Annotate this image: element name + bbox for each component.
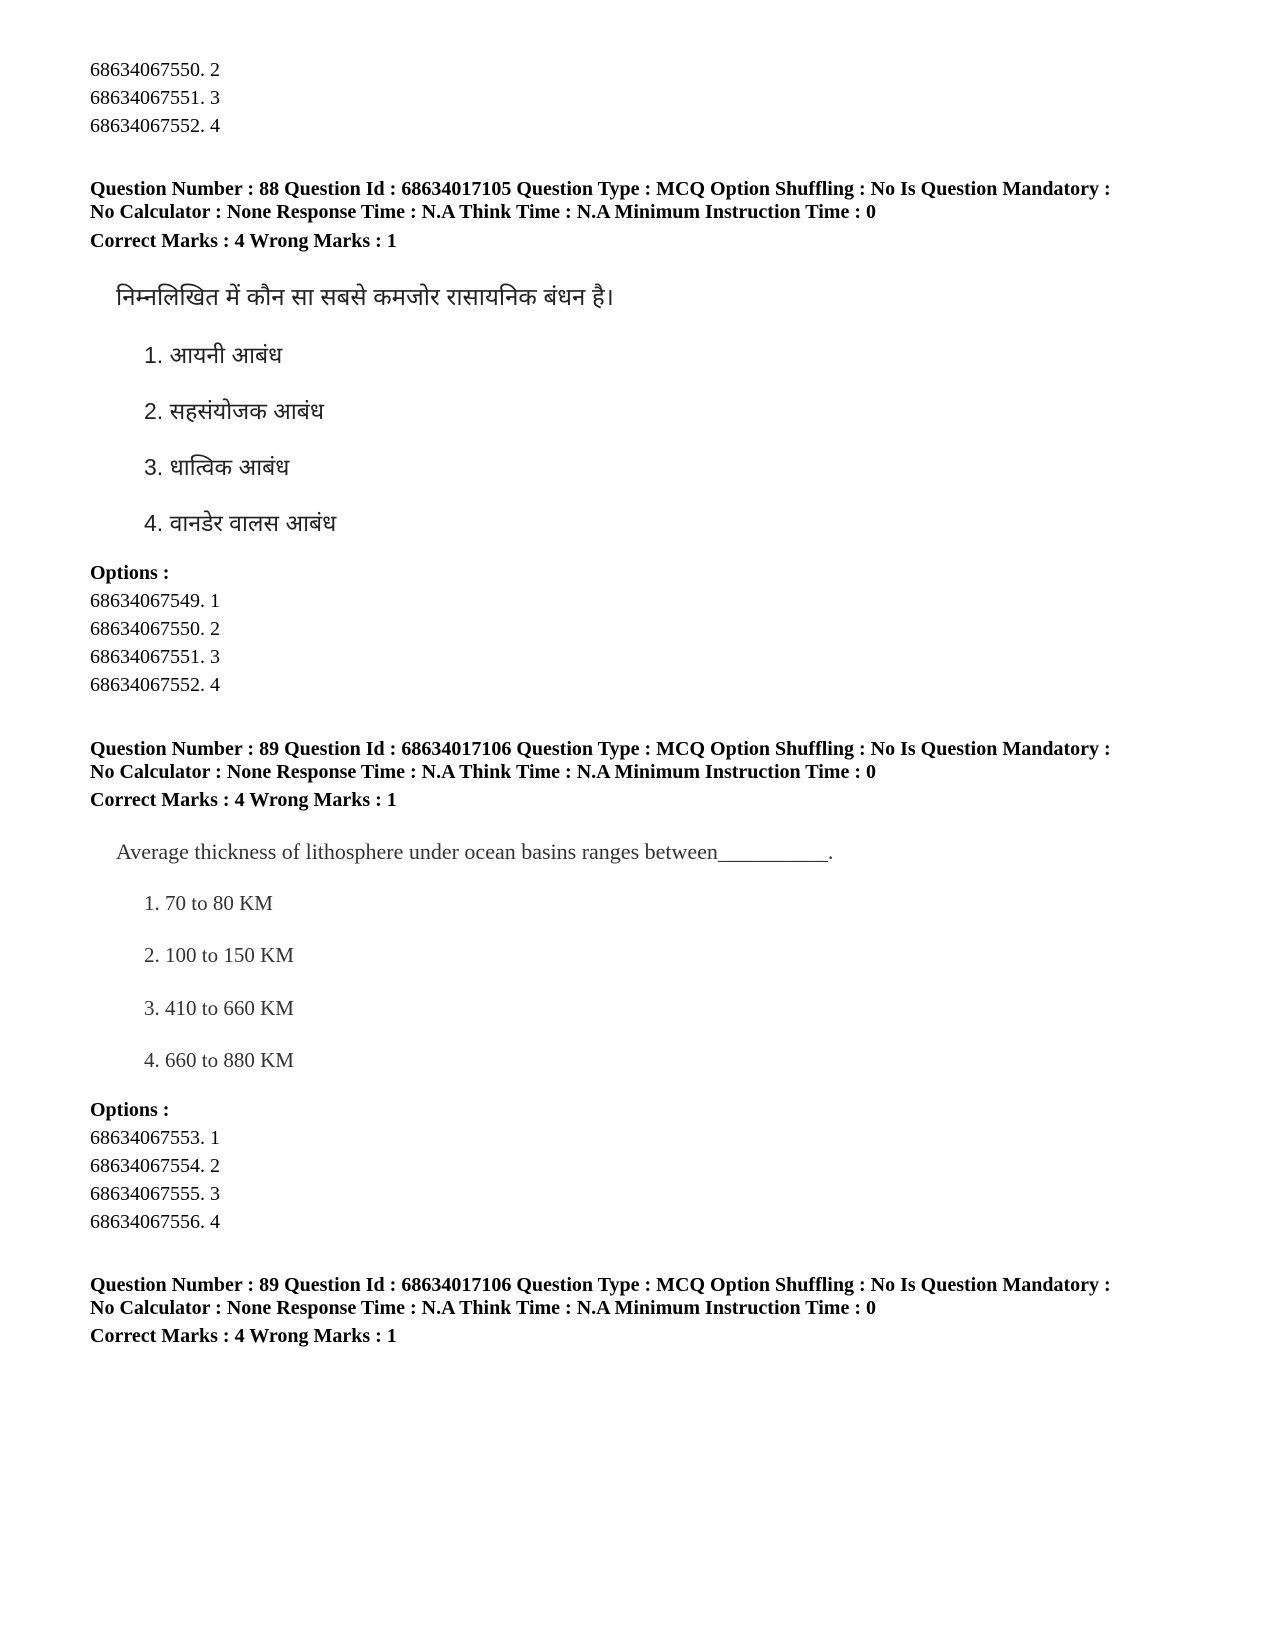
question-text: Average thickness of lithosphere under ocean basins ranges between__________. <box>116 839 834 864</box>
question-header-line2: No Calculator : None Response Time : N.A Think Time : N.A Minimum Instruction Time : 0 <box>90 1297 876 1319</box>
choice-item: 3. 410 to 660 KM <box>144 996 294 1020</box>
option-id-line: 68634067551. 3 <box>90 646 220 668</box>
option-id-line: 68634067555. 3 <box>90 1183 220 1205</box>
question-header-line1: Question Number : 89 Question Id : 68634017106 Question Type : MCQ Option Shuffling : No Is Question Mandatory : <box>90 738 1111 760</box>
choice-item: 2. 100 to 150 KM <box>144 943 294 967</box>
choice-item: 1. आयनी आबंध <box>144 342 283 368</box>
question-header-line1: Question Number : 89 Question Id : 68634017106 Question Type : MCQ Option Shuffling : No Is Question Mandatory : <box>90 1274 1111 1296</box>
question-header-line2: No Calculator : None Response Time : N.A Think Time : N.A Minimum Instruction Time : 0 <box>90 201 876 223</box>
option-id-line: 68634067550. 2 <box>90 59 220 81</box>
choice-item: 4. 660 to 880 KM <box>144 1048 294 1072</box>
option-id-line: 68634067549. 1 <box>90 590 220 612</box>
question-header-line2: No Calculator : None Response Time : N.A Think Time : N.A Minimum Instruction Time : 0 <box>90 761 876 783</box>
option-id-line: 68634067552. 4 <box>90 115 220 137</box>
option-id-line: 68634067550. 2 <box>90 618 220 640</box>
option-id-line: 68634067552. 4 <box>90 674 220 696</box>
question-text: निम्नलिखित में कौन सा सबसे कमजोर रासायनिक बंधन है। <box>116 284 614 311</box>
question-marks: Correct Marks : 4 Wrong Marks : 1 <box>90 789 397 811</box>
choice-item: 4. वानडेर वालस आबंध <box>144 510 337 536</box>
options-label: Options : <box>90 1099 170 1121</box>
question-marks: Correct Marks : 4 Wrong Marks : 1 <box>90 1325 397 1347</box>
option-id-line: 68634067553. 1 <box>90 1127 220 1149</box>
choice-item: 2. सहसंयोजक आबंध <box>144 398 325 424</box>
option-id-line: 68634067556. 4 <box>90 1211 220 1233</box>
option-id-line: 68634067551. 3 <box>90 87 220 109</box>
question-marks: Correct Marks : 4 Wrong Marks : 1 <box>90 230 397 252</box>
question-header-line1: Question Number : 88 Question Id : 68634017105 Question Type : MCQ Option Shuffling : No Is Question Mandatory : <box>90 178 1111 200</box>
choice-item: 1. 70 to 80 KM <box>144 891 273 915</box>
choice-item: 3. धात्विक आबंध <box>144 454 290 480</box>
options-label: Options : <box>90 562 170 584</box>
option-id-line: 68634067554. 2 <box>90 1155 220 1177</box>
